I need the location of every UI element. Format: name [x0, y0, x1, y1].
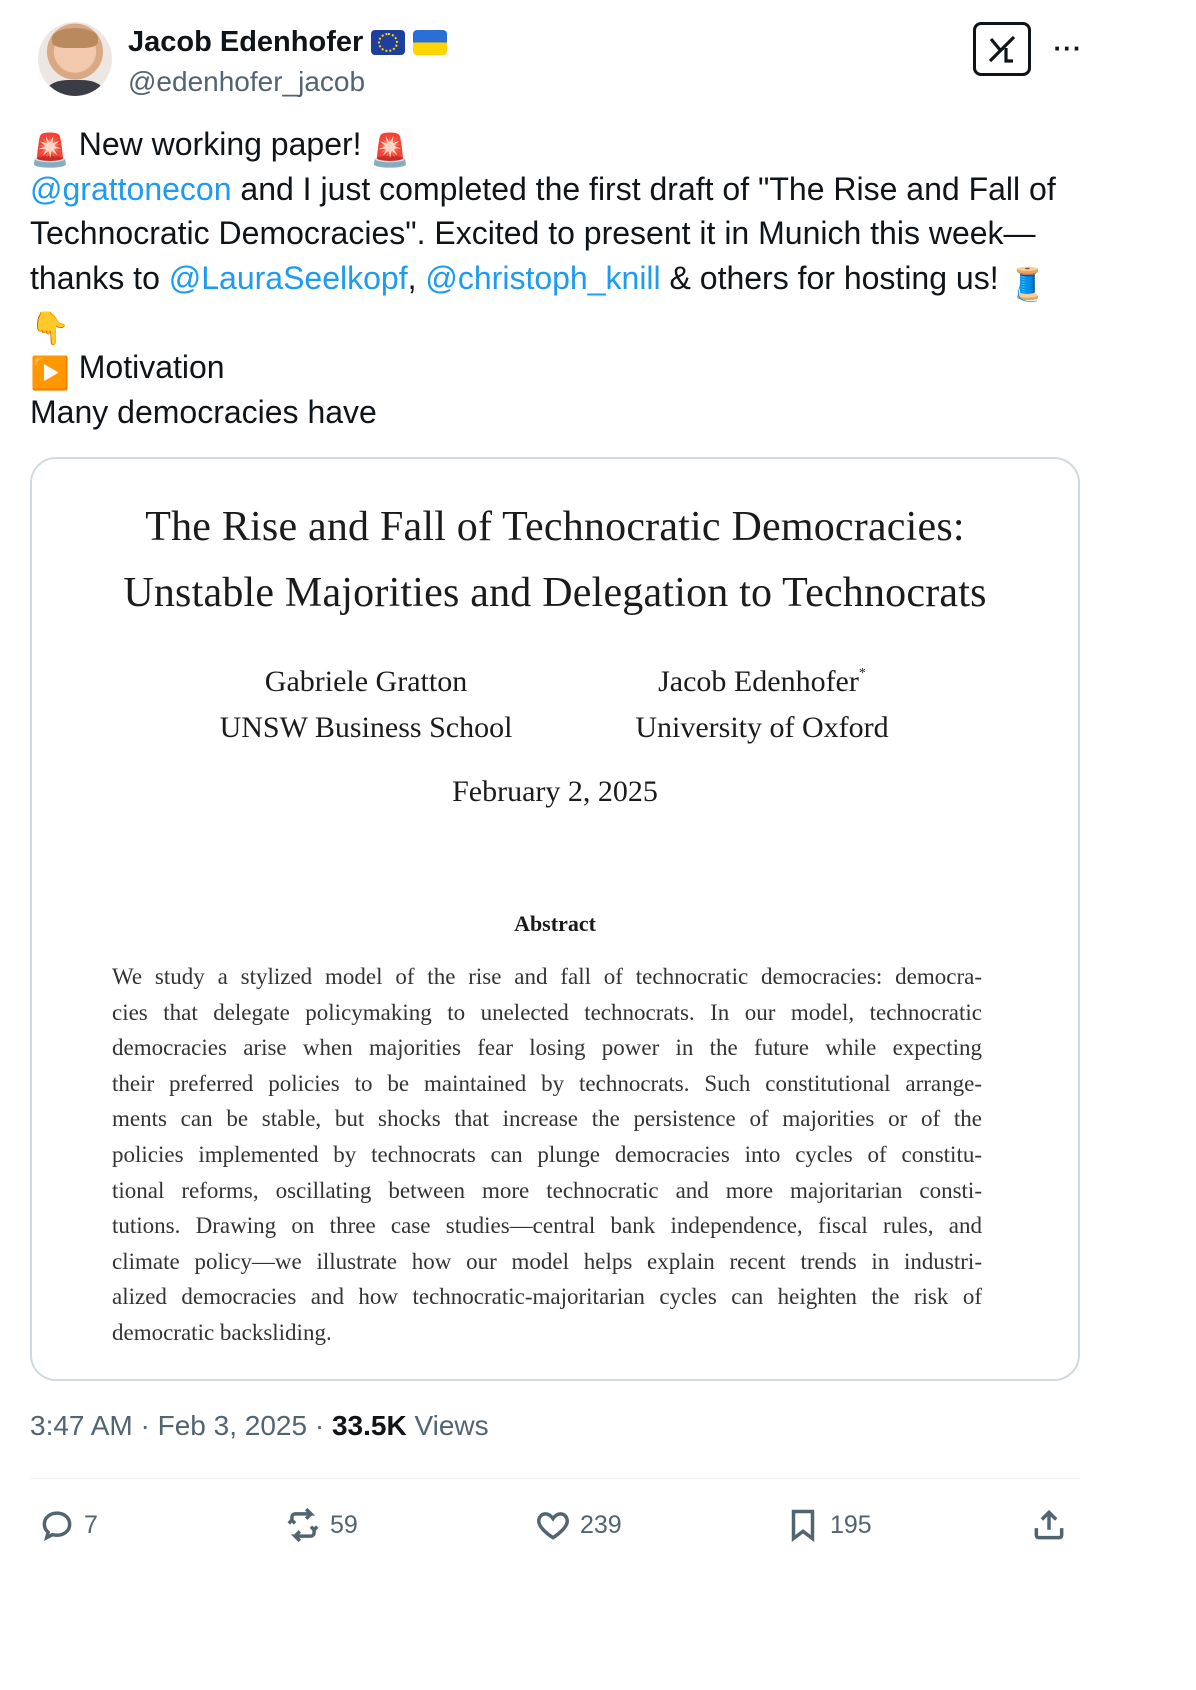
tweet-meta — [30, 1410, 489, 1442]
paper-abstract-heading: Abstract — [514, 911, 596, 936]
avatar[interactable] — [38, 22, 112, 96]
abstract-line: democratic backsliding. — [112, 1319, 332, 1345]
paper-author-2-affiliation: University of Oxford — [635, 711, 889, 744]
repost-count: 59 — [330, 1510, 358, 1539]
tweet-text-span: and I just completed the first draft of "The Rise and Fall of — [231, 170, 1056, 207]
author-handle[interactable]: @edenhofer_jacob — [128, 66, 366, 97]
abstract-line: tional reforms, oscillating between more technocratic and more majoritarian consti- — [112, 1177, 982, 1203]
paper-author-2-footnote-mark: * — [858, 666, 866, 681]
paper-author-1-name: Gabriele Gratton — [264, 665, 468, 698]
more-icon: ··· — [1053, 32, 1083, 63]
tweet-text-span: & others for hosting us! — [660, 259, 1008, 296]
paper-author-2 — [592, 665, 932, 699]
meta-separator: · — [307, 1410, 332, 1441]
repost-icon — [284, 1506, 322, 1544]
divider — [30, 1478, 1080, 1479]
author-name-row — [128, 26, 447, 59]
like-count: 239 — [580, 1510, 622, 1539]
abstract-line: climate policy—we illustrate how our model helps explain recent trends in industri- — [112, 1248, 982, 1274]
more-button[interactable] — [1048, 30, 1088, 66]
abstract-line: democracies arise when majorities fear losing power in the future while expecting — [112, 1035, 982, 1061]
like-button[interactable] — [534, 1500, 622, 1550]
tweet-text-line — [30, 167, 1160, 212]
abstract-line: ments can be stable, but shocks that increase the persistence of majorities or of the — [112, 1106, 982, 1132]
abstract-line: their preferred policies to be maintained by technocrats. Such constitutional arrange- — [112, 1070, 982, 1096]
eu-flag-icon — [371, 30, 405, 55]
mention-link[interactable]: @grattonecon — [30, 170, 232, 207]
author-name[interactable]: Jacob Edenhofer — [128, 26, 364, 58]
abstract-line: policies implemented by technocrats can plunge democracies into cycles of constitu- — [112, 1141, 982, 1167]
paper-title-line-2: Unstable Majorities and Delegation to Technocrats — [123, 570, 987, 616]
mention-link[interactable]: @LauraSeelkopf — [168, 259, 408, 296]
paper-abstract — [112, 959, 982, 1351]
tweet-text-line — [30, 390, 1160, 435]
tweet-text-line — [30, 211, 1160, 256]
emoji: ▶️ — [30, 354, 70, 391]
abstract-line: tutions. Drawing on three case studies—central bank independence, fiscal rules, and — [112, 1213, 982, 1239]
paper-date: February 2, 2025 — [452, 775, 658, 808]
tweet-text-span: Motivation — [69, 348, 225, 385]
tweet-text-span: New working paper! — [69, 126, 371, 162]
reply-count: 7 — [84, 1510, 98, 1539]
tweet-text-line — [30, 345, 1160, 390]
bookmark-icon — [784, 1506, 822, 1544]
meta-separator: · — [132, 1410, 158, 1441]
abstract-line: alized democracies and how technocratic-majoritarian cycles can heighten the risk of — [112, 1284, 982, 1310]
views-label: Views — [406, 1410, 489, 1441]
tweet-text-span: thanks to — [30, 259, 169, 296]
abstract-line: cies that delegate policymaking to unelected technocrats. In our model, technocratic — [112, 999, 982, 1025]
tweet-date[interactable]: Feb 3, 2025 — [157, 1410, 308, 1441]
tweet-text-line — [30, 300, 1160, 345]
reply-button[interactable] — [38, 1500, 98, 1550]
views-count: 33.5K — [331, 1410, 407, 1441]
repost-button[interactable] — [284, 1500, 358, 1550]
tweet-text — [30, 122, 1160, 434]
reply-icon — [38, 1506, 76, 1544]
action-bar — [30, 1500, 1080, 1550]
emoji: 🚨 — [370, 132, 411, 168]
tweet-text-span: Technocratic Democracies". Excited to present it in Munich this week— — [30, 215, 1036, 252]
heart-icon — [534, 1506, 572, 1544]
tweet-text-span: , — [407, 259, 426, 296]
share-icon — [1030, 1506, 1068, 1544]
emoji: 🧵 — [1007, 265, 1048, 302]
tweet-text-line — [30, 256, 1160, 301]
grok-icon — [984, 31, 1020, 67]
emoji: 👇 — [30, 310, 70, 347]
mention-link[interactable]: @christoph_knill — [425, 259, 661, 296]
ukraine-flag-icon — [413, 30, 447, 55]
grok-button[interactable] — [973, 22, 1031, 76]
tweet-text-span: Many democracies have — [30, 393, 377, 430]
tweet-text-line — [30, 122, 1160, 167]
paper-author-2-name: Jacob Edenhofer — [658, 665, 859, 698]
tweet-header — [30, 22, 1166, 104]
bookmark-button[interactable] — [784, 1500, 872, 1550]
abstract-line: We study a stylized model of the rise and fall of technocratic democracies: democra- — [112, 964, 982, 989]
emoji: 🚨 — [30, 132, 70, 168]
share-button[interactable] — [1030, 1500, 1068, 1550]
paper-title-line-1: The Rise and Fall of Technocratic Democracies: — [145, 504, 965, 550]
attached-image[interactable] — [30, 457, 1080, 1381]
tweet-time[interactable]: 3:47 AM — [30, 1410, 133, 1441]
paper-author-1-affiliation: UNSW Business School — [219, 711, 513, 744]
bookmark-count: 195 — [830, 1510, 872, 1539]
